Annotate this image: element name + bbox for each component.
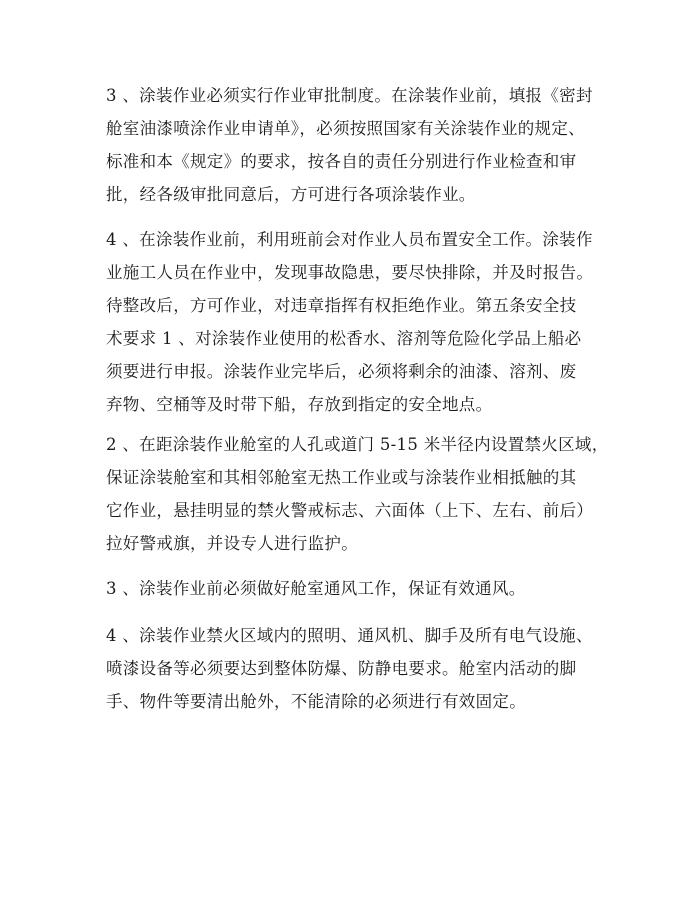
text-line: 批，经各级审批同意后，方可进行各项涂装作业。	[106, 185, 476, 204]
text-line: 术要求 1 、对涂装作业使用的松香水、溶剂等危险化学品上船必	[106, 329, 582, 348]
text-line: 须要进行申报。涂装作业完毕后，必须将剩余的油漆、溶剂、废	[106, 362, 577, 381]
text-line: 喷漆设备等必须要达到整体防爆、防静电要求。舱室内活动的脚	[106, 659, 577, 678]
text-line: 标准和本《规定》的要求，按各自的责任分别进行作业检查和审	[106, 152, 577, 171]
text-line: 待整改后，方可作业，对违章指挥有权拒绝作业。第五条安全技	[106, 296, 577, 315]
text-line: 手、物件等要清出舱外，不能清除的必须进行有效固定。	[106, 692, 526, 711]
text-line: 3 、涂装作业必须实行作业审批制度。在涂装作业前，填报《密封	[106, 86, 593, 105]
paragraph-5	[106, 619, 626, 718]
text-line: 4 、在涂装作业前，利用班前会对作业人员布置安全工作。涂装作	[106, 230, 593, 249]
text-line: 保证涂装舱室和其相邻舱室无热工作业或与涂装作业相抵触的其	[106, 468, 577, 487]
paragraph-3	[106, 428, 626, 560]
text-line: 4 、涂装作业禁火区域内的照明、通风机、脚手及所有电气设施、	[106, 626, 593, 645]
text-line: 3 、涂装作业前必须做好舱室通风工作，保证有效通风。	[106, 579, 526, 598]
text-line: 弃物、空桶等及时带下船，存放到指定的安全地点。	[106, 395, 493, 414]
text-line: 2 、在距涂装作业舱室的人孔或道门 5-15 米半径内设置禁火区域，	[106, 435, 609, 454]
paragraph-1	[106, 79, 626, 211]
text-line: 舱室油漆喷涂作业申请单》，必须按照国家有关涂装作业的规定、	[106, 119, 585, 138]
paragraph-4	[106, 572, 626, 605]
text-line: 它作业，悬挂明显的禁火警戒标志、六面体（上下、左右、前后）	[106, 501, 594, 520]
text-line: 拉好警戒旗，并设专人进行监护。	[106, 534, 358, 553]
paragraph-2	[106, 223, 626, 421]
text-line: 业施工人员在作业中，发现事故隐患，要尽快排除，并及时报告。	[106, 263, 594, 282]
